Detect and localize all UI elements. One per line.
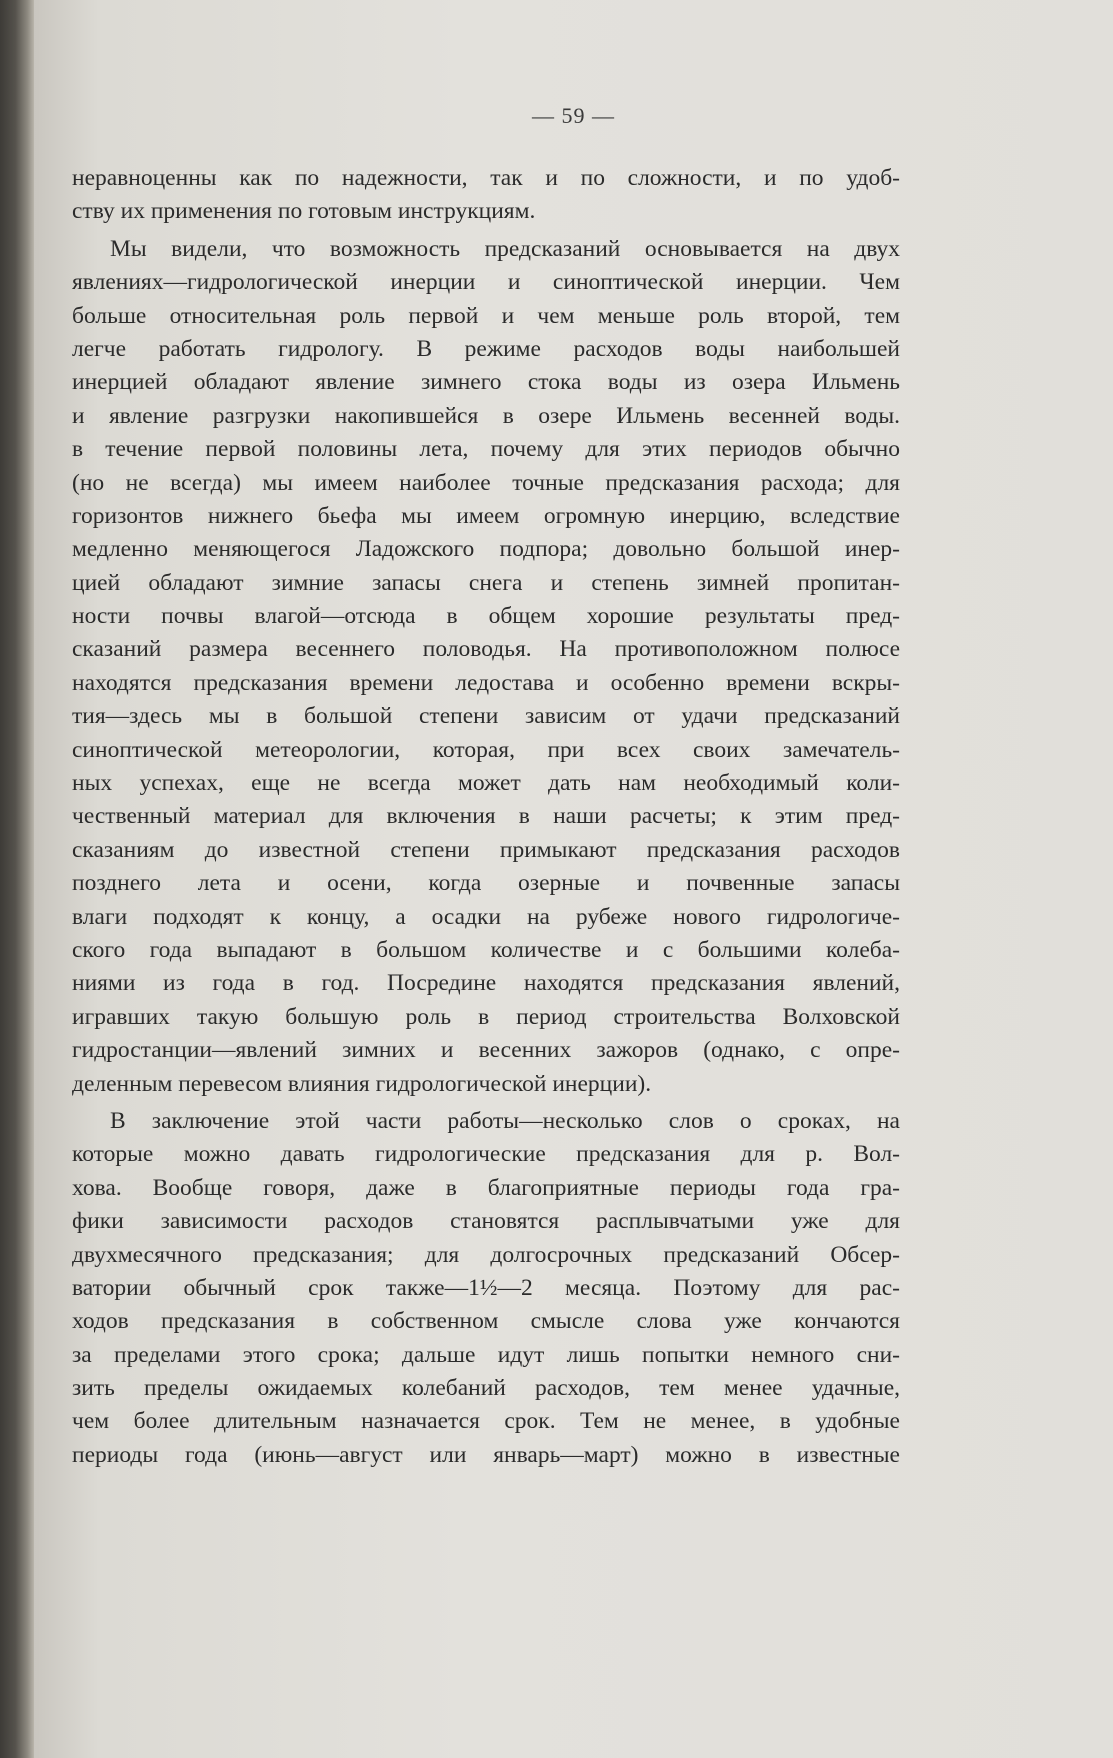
text-line: ных успехах, еще не всегда может дать нам необходимый коли- [72, 770, 900, 797]
page-number: — 59 — [532, 103, 615, 128]
text-line: за пределами этого срока; дальше идут лишь попытки немного сни- [72, 1341, 900, 1368]
text-line: деленным перевесом влияния гидрологической инерции). [72, 1070, 652, 1097]
text-line: синоптической метеорологии, которая, при всех своих замечатель- [72, 736, 900, 763]
text-line: сказаний размера весеннего половодья. На противоположном полюсе [72, 636, 900, 663]
text-line: сказаниям до известной степени примыкают предсказания расходов [72, 836, 900, 863]
text-line: которые можно давать гидрологические предсказания для р. Вол- [72, 1141, 900, 1168]
text-line: влаги подходят к концу, а осадки на рубеже нового гидрологиче- [72, 903, 900, 930]
text-line: периоды года (июнь—август или январь—март) можно в известные [72, 1441, 900, 1468]
paragraph-predictions-inertia [72, 233, 900, 1101]
text-line: чественный материал для включения в наши расчеты; к этим пред- [72, 803, 900, 830]
text-line: двухмесячного предсказания; для долгосрочных предсказаний Обсер- [72, 1241, 900, 1268]
paragraph-continuation [72, 162, 900, 229]
text-line: явлениях—гидрологической инерции и синоптической инерции. Чем [72, 269, 900, 296]
text-line: неравноценны как по надежности, так и по сложности, и по удоб- [72, 165, 900, 191]
text-line: цией обладают зимние запасы снега и степень зимней пропитан- [72, 569, 900, 596]
text-line: ниями из года в год. Посредине находятся предсказания явлений, [72, 970, 900, 997]
text-line: зить пределы ожидаемых колебаний расходов, тем менее удачные, [72, 1375, 900, 1402]
book-page [34, 0, 1113, 1758]
text-line: медленно меняющегося Ладожского подпора; довольно большой инер- [72, 536, 900, 563]
text-line: горизонтов нижнего бьефа мы имеем огромную инерцию, вследствие [72, 502, 900, 529]
text-line: больше относительная роль первой и чем меньше роль второй, тем [72, 302, 900, 329]
text-line: хова. Вообще говоря, даже в благоприятные периоды года гра- [72, 1174, 900, 1201]
paragraph-forecast-periods [72, 1105, 900, 1472]
text-line: ству их применения по готовым инструкциям. [72, 198, 536, 225]
text-line: и явление разгрузки накопившейся в озере Ильмень весенней воды. [72, 402, 900, 429]
text-line: (но не всегда) мы имеем наиболее точные предсказания расхода; для [72, 469, 900, 496]
text-line: ватории обычный срок также—1½—2 месяца. Поэтому для рас- [72, 1274, 900, 1301]
text-line: тия—здесь мы в большой степени зависим от удачи предсказаний [72, 703, 900, 730]
text-line: гидростанции—явлений зимних и весенних зажоров (однако, с опре- [72, 1037, 900, 1064]
text-line: игравших такую большую роль в период строительства Волховской [72, 1003, 900, 1030]
text-line: Мы видели, что возможность предсказаний основывается на двух [110, 235, 900, 262]
text-line: ского года выпадают в большом количестве и с большими колеба- [72, 936, 900, 963]
text-line: чем более длительным назначается срок. Тем не менее, в удобные [72, 1408, 900, 1435]
text-line: ходов предсказания в собственном смысле слова уже кончаются [72, 1308, 900, 1335]
text-line: легче работать гидрологу. В режиме расходов воды наибольшей [72, 335, 900, 362]
body-text [72, 162, 900, 1472]
book-binding-edge [0, 0, 34, 1758]
text-line: позднего лета и осени, когда озерные и почвенные запасы [72, 870, 900, 897]
text-line: в течение первой половины лета, почему для этих периодов обычно [72, 436, 900, 463]
text-line: находятся предсказания времени ледостава и особенно времени вскры- [72, 669, 900, 696]
text-line: инерцией обладают явление зимнего стока воды из озера Ильмень [72, 369, 900, 396]
text-line: ности почвы влагой—отсюда в общем хорошие результаты пред- [72, 603, 900, 630]
text-line: В заключение этой части работы—несколько слов о сроках, на [110, 1107, 900, 1134]
text-line: фики зависимости расходов становятся расплывчатыми уже для [72, 1208, 900, 1235]
